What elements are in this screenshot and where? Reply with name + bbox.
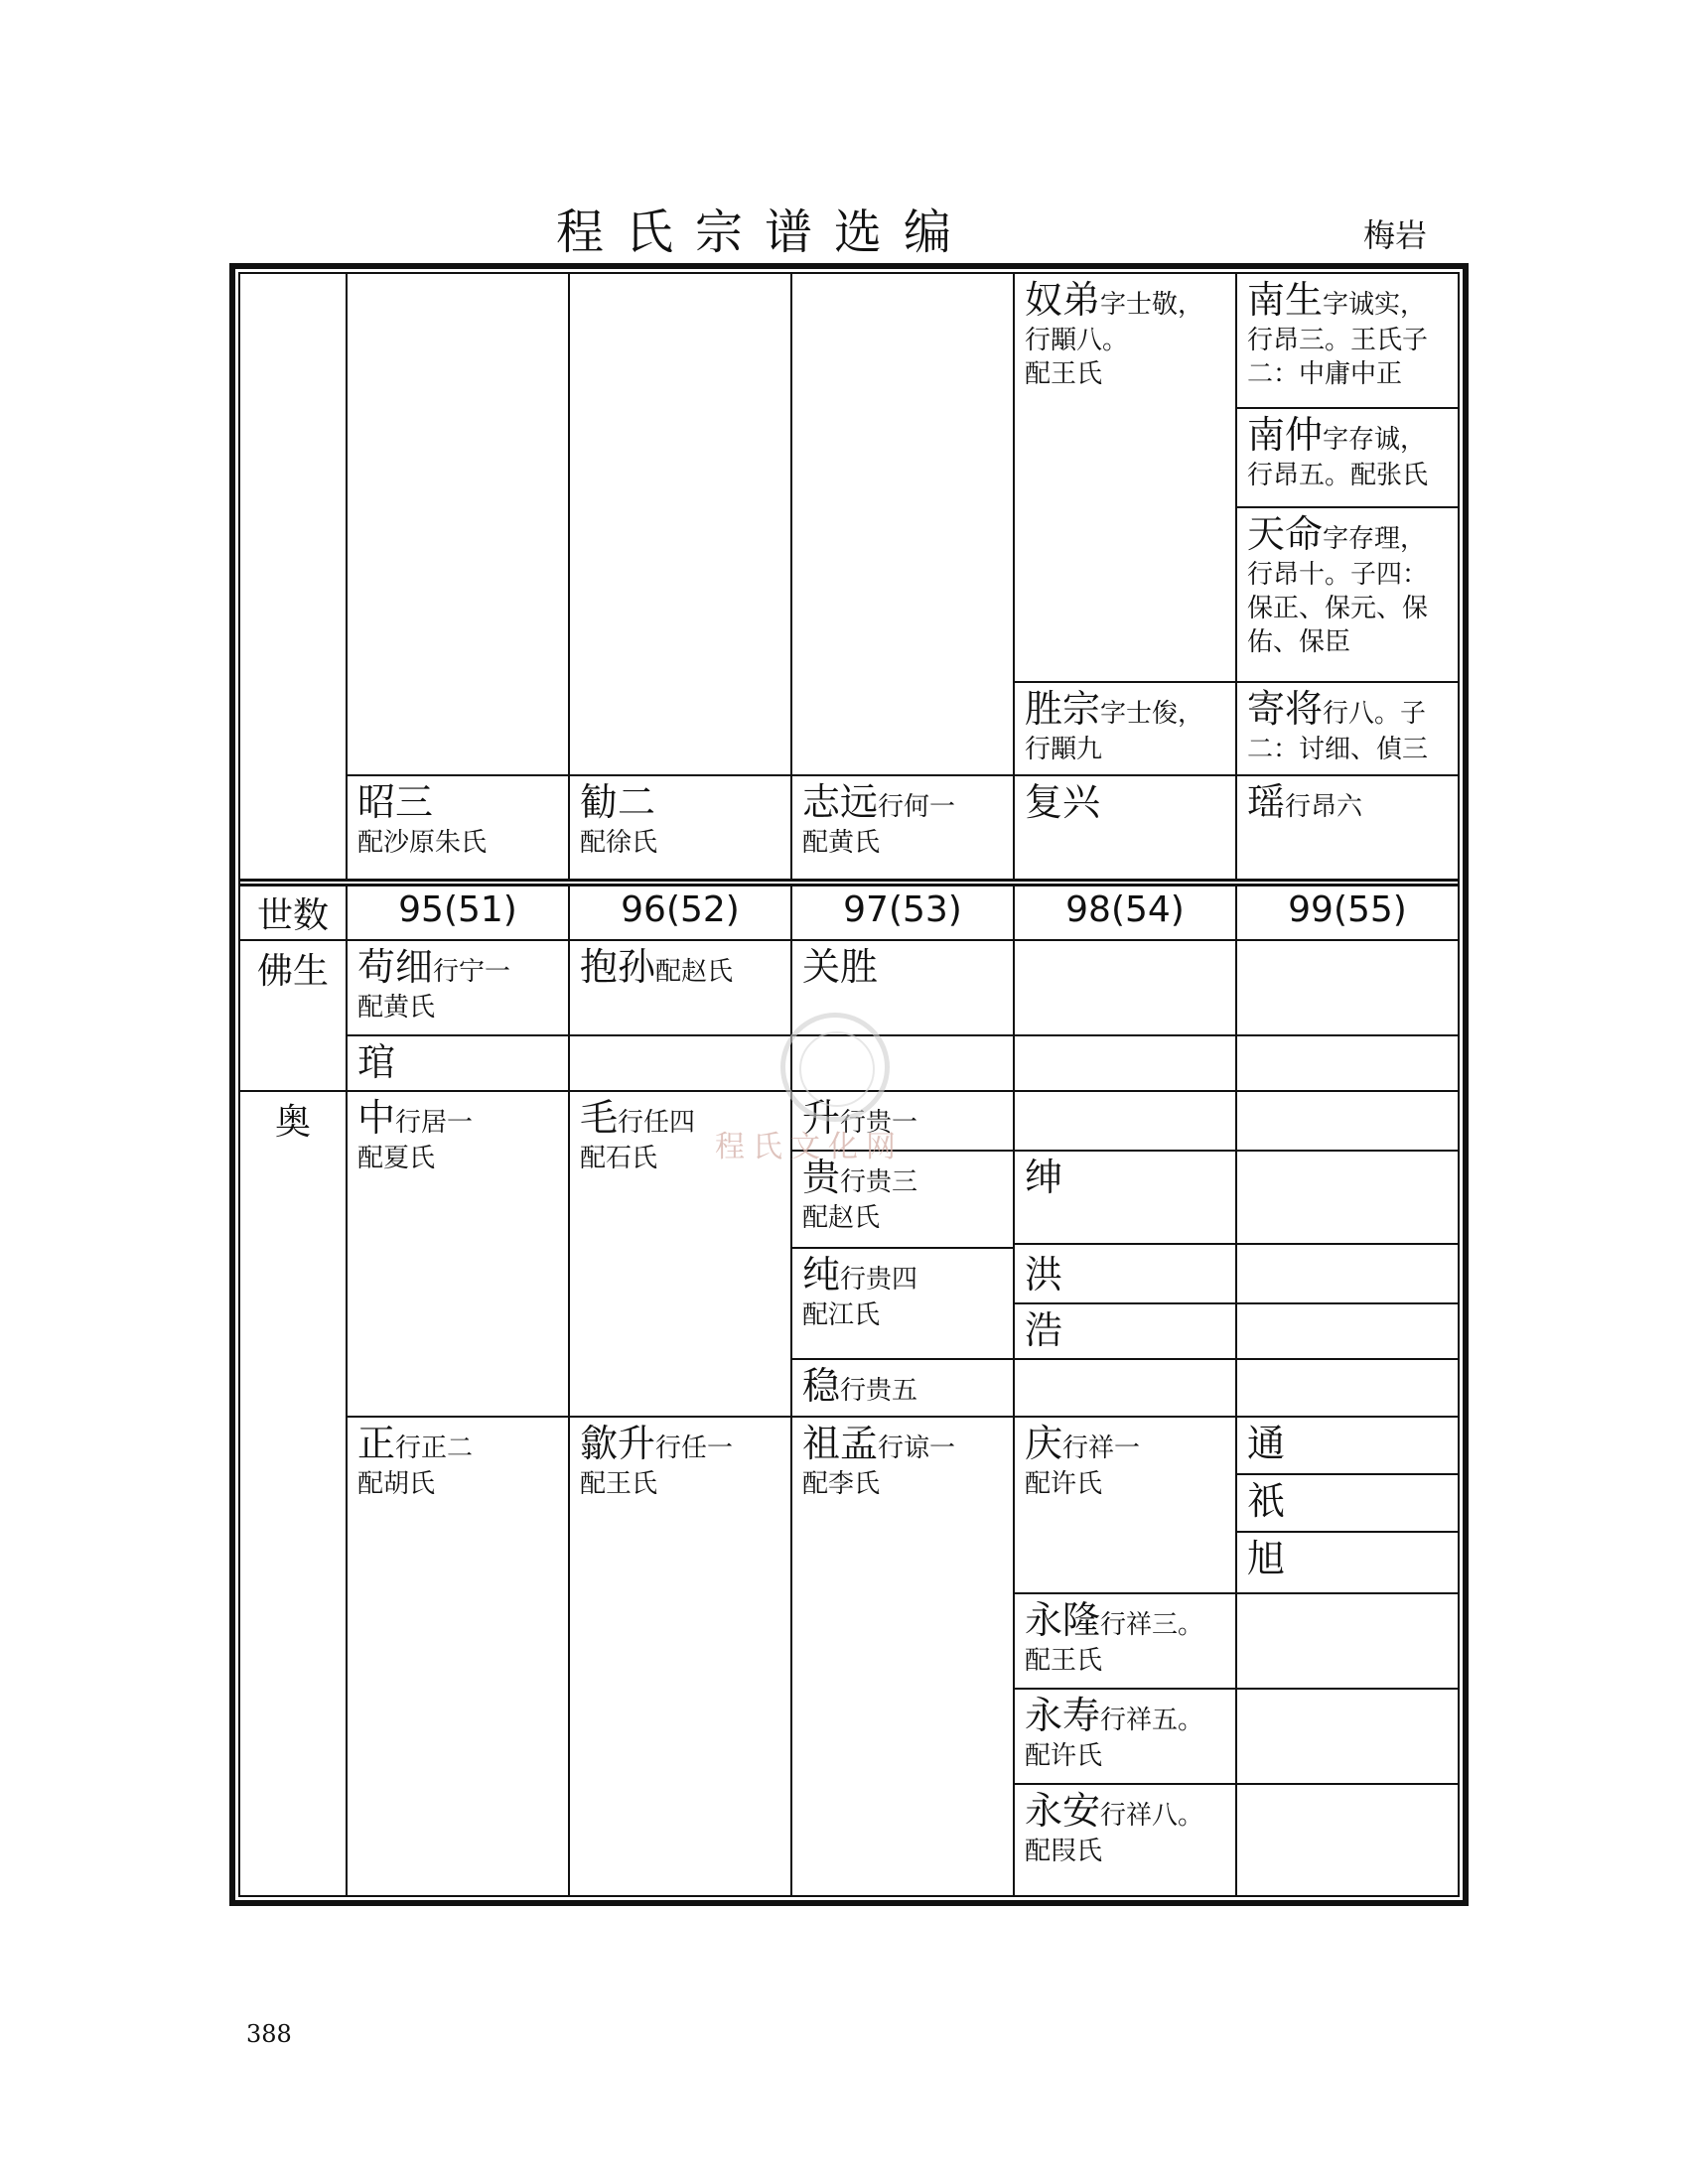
row-line	[790, 1358, 1460, 1360]
entry-jijiang: 寄将行八。子 二：讨细、偵三	[1247, 687, 1429, 765]
entry-mao: 毛行任四 配石氏	[580, 1096, 696, 1174]
col-line	[568, 887, 570, 1897]
entry-gui: 贵行贵三 配赵氏	[802, 1156, 918, 1234]
generation-col-98: 98(54)	[1065, 889, 1185, 930]
entry-zumeng: 祖孟行谅一 配李氏	[802, 1422, 956, 1500]
row-line	[1013, 1688, 1460, 1690]
entry-qing: 庆行祥一 配许氏	[1025, 1422, 1141, 1500]
col-line	[1013, 272, 1015, 879]
entry-nanzhong: 南仲字存诚， 行昂五。配张氏	[1247, 413, 1429, 491]
entry-hao: 浩	[1025, 1308, 1063, 1352]
entry-zheng: 正行正二 配胡氏	[357, 1422, 474, 1500]
entry-shen: 绅	[1025, 1156, 1063, 1199]
entry-shengzong: 胜宗字士俊， 行顒九	[1025, 687, 1204, 765]
entry-yongshou: 永寿行祥五。 配许氏	[1025, 1694, 1204, 1772]
col-line	[568, 272, 570, 879]
col-line	[1013, 887, 1015, 1897]
row-line	[1013, 681, 1460, 683]
row-line	[1235, 407, 1460, 409]
col-line	[1235, 887, 1237, 1897]
entry-zhiyuan: 志远行何一 配黄氏	[802, 780, 956, 859]
page-number: 388	[246, 2020, 292, 2048]
row-line	[1235, 506, 1460, 508]
entry-hong: 洪	[1025, 1253, 1063, 1297]
row-line	[1013, 1783, 1460, 1785]
row-line	[1013, 1243, 1460, 1245]
generation-col-99: 99(55)	[1288, 889, 1407, 930]
entry-fuxing: 复兴	[1025, 780, 1101, 824]
entry-tong: 通	[1247, 1422, 1286, 1465]
row-line	[1013, 1592, 1460, 1594]
row-line	[238, 939, 1460, 941]
entry-gouxi: 苟细行宁一 配黄氏	[357, 945, 511, 1024]
watermark-text: 程氏文化网	[715, 1130, 904, 1164]
row-line	[346, 1416, 1460, 1418]
entry-nansheng: 南生字诚实， 行昂三。王氏子 二：中庸中正	[1247, 278, 1429, 390]
entry-wen: 稳行贵五	[802, 1364, 918, 1408]
entry-zhaosan: 昭三 配沙原朱氏	[357, 780, 488, 859]
col-line	[346, 887, 348, 1897]
row-line	[1013, 1302, 1460, 1304]
entry-guan: 琯	[357, 1040, 396, 1084]
section-separator	[238, 879, 1460, 887]
entry-nudi: 奴弟字士敬， 行顒八。 配王氏	[1025, 278, 1204, 390]
entry-tianming: 天命字存理， 行昂十。子四： 保正、保元、保 佑、保臣	[1247, 512, 1429, 657]
entry-zhi: 祇	[1247, 1479, 1286, 1523]
entry-yongan: 永安行祥八。 配叚氏	[1025, 1789, 1204, 1867]
branch-label-fosheng: 佛生	[256, 951, 329, 992]
entry-chun: 纯行贵四 配江氏	[802, 1253, 918, 1331]
col-line	[346, 272, 348, 879]
entry-yao: 瑶行昂六	[1247, 780, 1363, 824]
entry-baosun: 抱孙配赵氏	[580, 945, 734, 989]
generation-col-96: 96(52)	[621, 889, 740, 930]
entry-zhong: 中行居一 配夏氏	[357, 1096, 474, 1174]
entry-xu: 旭	[1247, 1537, 1286, 1580]
row-line	[790, 1247, 1013, 1249]
col-line	[790, 272, 792, 879]
place-label: 梅岩	[1363, 216, 1428, 254]
row-line	[1235, 1531, 1460, 1533]
generation-col-95: 95(51)	[398, 889, 517, 930]
branch-label-ao: 奥	[274, 1102, 311, 1143]
entry-yonglong: 永隆行祥三。 配王氏	[1025, 1598, 1204, 1677]
col-line	[1235, 272, 1237, 879]
seal-watermark	[780, 1013, 890, 1122]
row-line	[1235, 1473, 1460, 1475]
entry-shesheng: 歙升行任一 配王氏	[580, 1422, 734, 1500]
row-line	[346, 774, 1460, 776]
row-line	[346, 1034, 1460, 1036]
generation-label: 世数	[256, 895, 329, 936]
page-title: 程氏宗谱选编	[556, 205, 974, 260]
entry-guansheng: 关胜	[802, 945, 879, 989]
generation-col-97: 97(53)	[843, 889, 962, 930]
entry-qiner: 勧二 配徐氏	[580, 780, 658, 859]
entry-sheng: 升行贵一	[802, 1096, 918, 1140]
